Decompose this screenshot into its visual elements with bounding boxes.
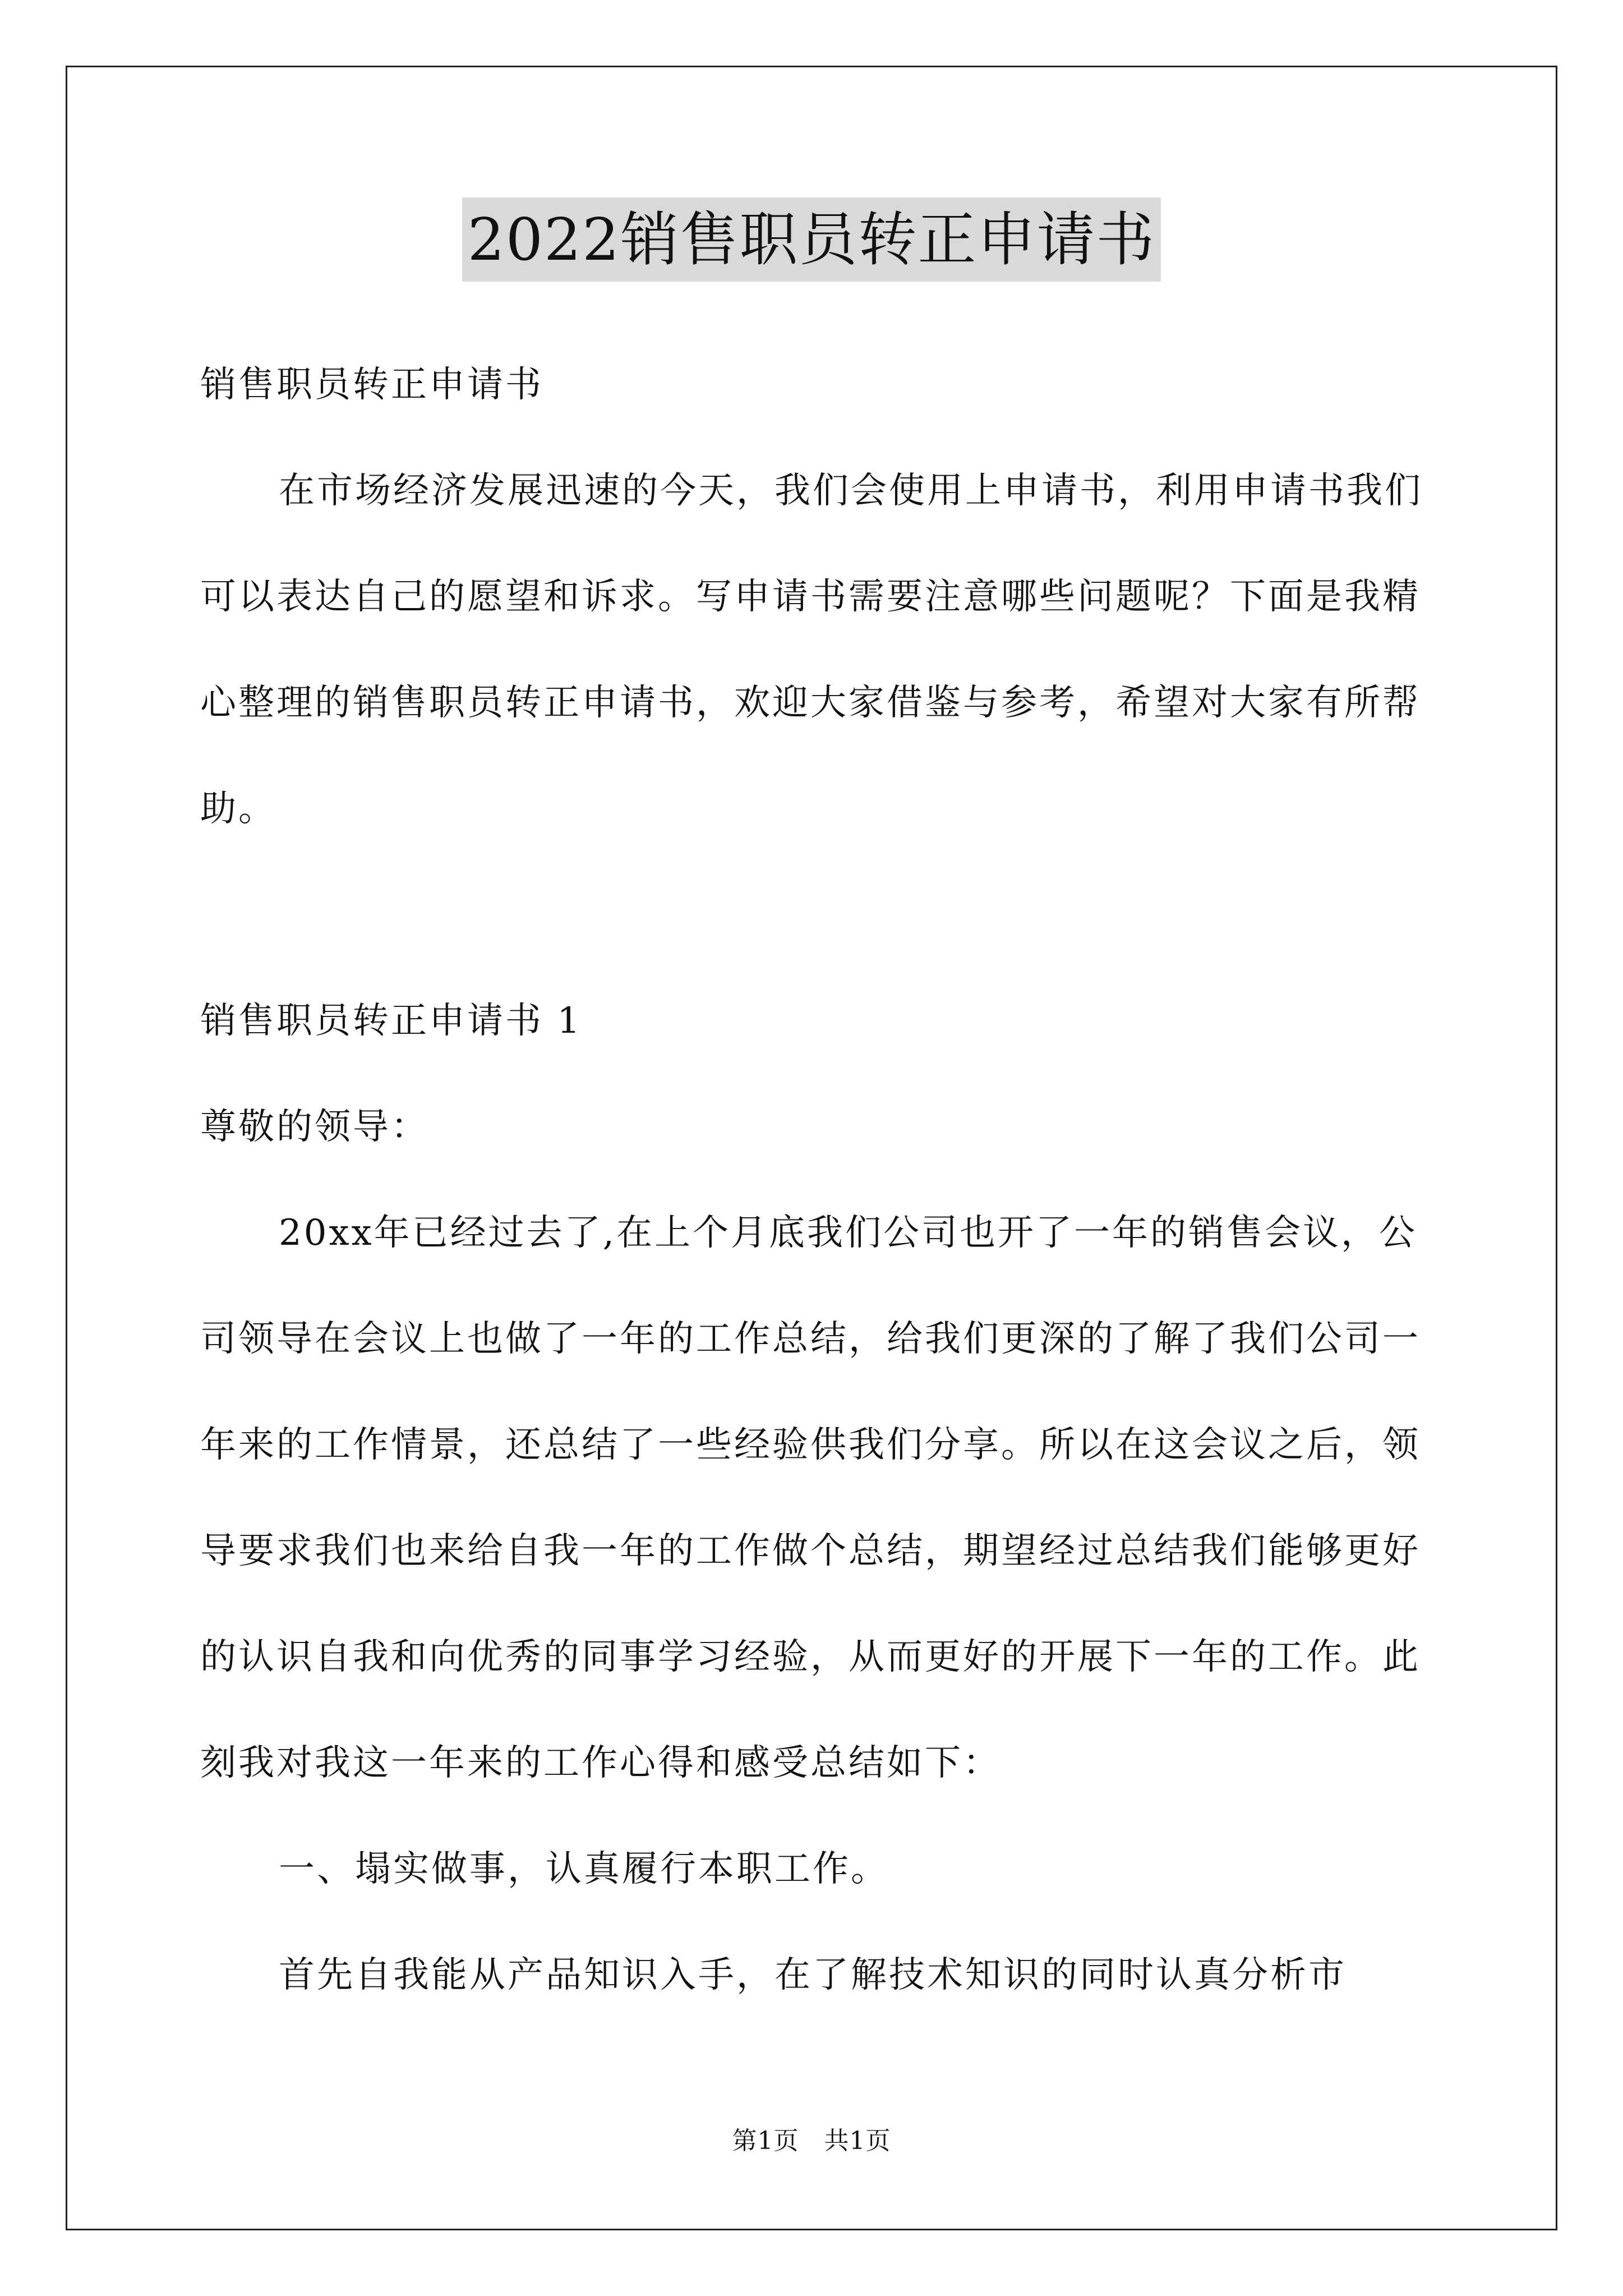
document-subtitle: 销售职员转正申请书 [200, 364, 543, 406]
section-heading: 销售职员转正申请书 1 [200, 1000, 583, 1042]
document-body-top [200, 332, 1434, 862]
intro-paragraph: 在市场经济发展迅速的今天，我们会使用上申请书，利用申请书我们可以表达自己的愿望和诉求。写申请书需要注意哪些问题呢？下面是我精心整理的销售职员转正申请书，欢迎大家借鉴与参考，希望对大家有所帮助。 [200, 470, 1423, 830]
document-title: 2022销售职员转正申请书 [462, 197, 1161, 282]
point-1-heading: 一、塌实做事，认真履行本职工作。 [279, 1848, 889, 1890]
title-container [0, 197, 1623, 282]
document-body-main [200, 968, 1434, 2028]
paragraph-1: 20xx年已经过去了,在上个月底我们公司也开了一年的销售会议，公司领导在会议上也做了一年的工作总结，给我们更深的了解了我们公司一年来的工作情景，还总结了一些经验供我们分享。所以在这会议之后，领导要求我们也来给自我一年的工作做个总结，期望经过总结我们能够更好的认识自我和向优秀的同事学习经验，从而更好的开展下一年的工作。此刻我对我这一年来的工作心得和感受总结如下： [200, 1212, 1421, 1784]
salutation: 尊敬的领导： [200, 1106, 429, 1148]
paragraph-2: 首先自我能从产品知识入手，在了解技术知识的同时认真分析市 [279, 1954, 1347, 1996]
page-number-footer: 第1页 共1页 [732, 2127, 891, 2155]
